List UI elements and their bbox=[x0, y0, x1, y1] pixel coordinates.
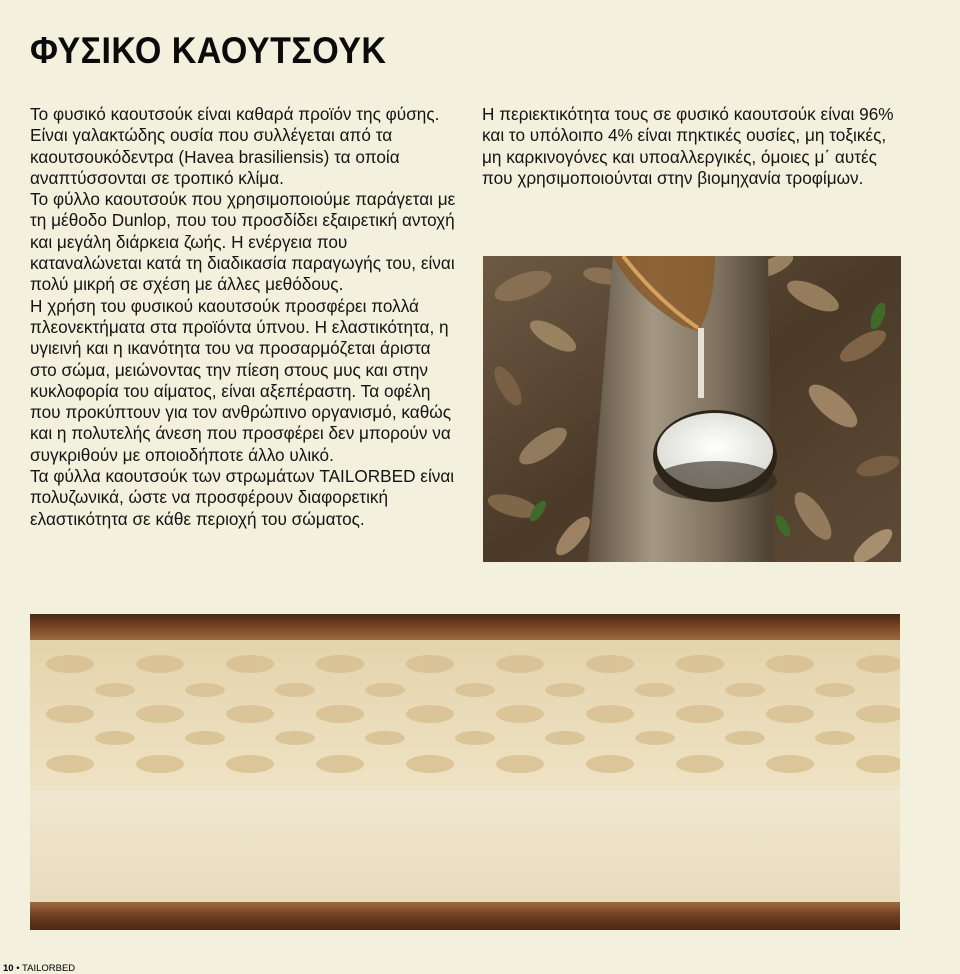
ventilation-hole bbox=[586, 705, 634, 723]
mattress-illustration bbox=[30, 614, 900, 930]
ventilation-hole bbox=[275, 731, 315, 745]
left-text-column bbox=[30, 104, 460, 530]
page-title: ΦΥΣΙΚΟ ΚΑΟΥΤΣΟΥΚ bbox=[30, 30, 387, 71]
ventilation-hole bbox=[365, 731, 405, 745]
ventilation-hole bbox=[136, 655, 184, 673]
right-text-column bbox=[482, 104, 907, 189]
paragraph-composition: Η περιεκτικότητα τους σε φυσικό καουτσούκ είναι 96% και το υπόλοιπο 4% είναι πηκτικές ουσίες, μη τοξικές, μη καρκινογόνες και υποαλλεργικές, όμοιες μ΄ αυτές που χρησιμοποιούνται στην βιομηχανία τροφίμων. bbox=[482, 104, 894, 188]
ventilation-hole bbox=[635, 731, 675, 745]
ventilation-hole bbox=[226, 655, 274, 673]
paragraph-origin: Το φυσικό καουτσούκ είναι καθαρά προϊόν της φύσης. Είναι γαλακτώδης ουσία που συλλέγεται από τα καουτσουκόδεντρα (Havea brasiliensis) τα οποία αναπτύσσονται σε τροπικό κλίμα. bbox=[30, 104, 440, 188]
mattress-cross-section bbox=[30, 614, 900, 930]
ventilation-hole bbox=[406, 655, 454, 673]
ventilation-hole bbox=[46, 755, 94, 773]
ventilation-hole bbox=[766, 705, 814, 723]
ventilation-hole bbox=[766, 755, 814, 773]
ventilation-hole bbox=[496, 655, 544, 673]
rubber-tree-illustration bbox=[483, 256, 901, 562]
coir-layer-top bbox=[30, 614, 900, 640]
ventilation-hole bbox=[455, 683, 495, 697]
latex-drip bbox=[698, 328, 704, 398]
ventilation-hole bbox=[185, 683, 225, 697]
ventilation-hole bbox=[46, 655, 94, 673]
footer-brand: TAILORBED bbox=[22, 963, 76, 974]
ventilation-hole bbox=[586, 755, 634, 773]
ventilation-hole bbox=[365, 683, 405, 697]
ventilation-hole bbox=[406, 755, 454, 773]
ventilation-hole bbox=[226, 755, 274, 773]
ventilation-hole bbox=[406, 705, 454, 723]
ventilation-hole bbox=[136, 705, 184, 723]
ventilation-hole bbox=[316, 755, 364, 773]
rubber-tree-photo bbox=[483, 256, 901, 562]
ventilation-hole bbox=[185, 731, 225, 745]
ventilation-hole bbox=[226, 705, 274, 723]
coir-layer-bottom bbox=[30, 902, 900, 930]
page-footer bbox=[3, 963, 75, 974]
ventilation-hole bbox=[316, 655, 364, 673]
ventilation-hole bbox=[766, 655, 814, 673]
ventilation-hole bbox=[635, 683, 675, 697]
ventilation-hole bbox=[676, 755, 724, 773]
ventilation-hole bbox=[586, 655, 634, 673]
page-number: 10 bbox=[3, 963, 14, 974]
ventilation-hole bbox=[95, 731, 135, 745]
paragraph-zones: Τα φύλλα καουτσούκ των στρωμάτων TAILORBED είναι πολυζωνικά, ώστε να προσφέρουν διαφορετική ελαστικότητα σε κάθε περιοχή του σώματος. bbox=[30, 466, 455, 529]
ventilation-hole bbox=[496, 755, 544, 773]
footer-separator: • bbox=[16, 963, 20, 974]
ventilation-hole bbox=[95, 683, 135, 697]
ventilation-hole bbox=[545, 683, 585, 697]
ventilation-hole bbox=[815, 683, 855, 697]
ventilation-hole bbox=[496, 705, 544, 723]
ventilation-hole bbox=[316, 705, 364, 723]
paragraph-dunlop: Το φύλλο καουτσούκ που χρησιμοποιούμε παράγεται με τη μέθοδο Dunlop, που του προσδίδει εξαιρετική αντοχή και μεγάλη διάρκεια ζωής. Η ενέργεια που καταναλώνεται κατά τη διαδικασία παραγωγής του, είναι πολύ μικρή σε σχέση με άλλες μεθόδους. bbox=[30, 189, 456, 295]
ventilation-hole bbox=[455, 731, 495, 745]
ventilation-hole bbox=[275, 683, 315, 697]
paragraph-benefits: Η χρήση του φυσικού καουτσούκ προσφέρει πολλά πλεονεκτήματα στα προϊόντα ύπνου. Η ελαστικότητα, η υγιεινή και η ικανότητα του να προσαρμόζεται άριστα στο σώμα, μειώνοντας την πίεση στους μυς και στην κυκλοφορία του αίματος, είναι αξεπέραστη. Τα οφέλη που προκύπτουν για τον ανθρώπινο οργανισμό, καθώς και η πολυτελής άνεση που προσφέρει δεν μπορούν να συγκριθούν με οποιοδήποτε άλλο υλικό. bbox=[30, 295, 451, 465]
ventilation-hole bbox=[725, 683, 765, 697]
ventilation-hole bbox=[46, 705, 94, 723]
ventilation-hole bbox=[136, 755, 184, 773]
ventilation-hole bbox=[815, 731, 855, 745]
ventilation-hole bbox=[676, 705, 724, 723]
ventilation-hole bbox=[676, 655, 724, 673]
ventilation-hole bbox=[725, 731, 765, 745]
latex-layer-base bbox=[30, 790, 900, 902]
ventilation-hole bbox=[545, 731, 585, 745]
